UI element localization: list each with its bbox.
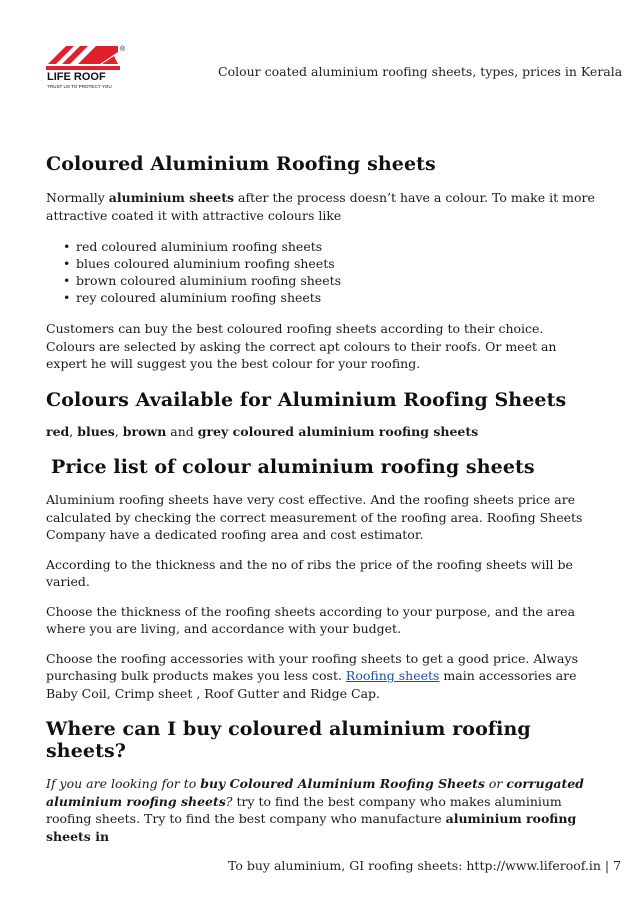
section-heading: Coloured Aluminium Roofing sheets (46, 153, 436, 175)
section-heading: Price list of colour aluminium roofing sheets (51, 456, 535, 478)
svg-text:®: ® (120, 46, 126, 53)
price-paragraph-2: According to the thickness and the no of ribs the price of the roofing sheets will be varied. (46, 556, 573, 589)
intro-paragraph: Normally aluminium sheets after the process doesn’t have a colour. To make it more attractive coated it with attractive colours like (46, 190, 595, 223)
colours-line: red, blues, brown and grey coloured aluminium roofing sheets (46, 423, 479, 439)
list-item: • blues coloured aluminium roofing sheets (46, 255, 596, 272)
roof-logo-icon (44, 42, 134, 92)
colour-list (46, 238, 596, 306)
list-item: • rey coloured aluminium roofing sheets (46, 289, 596, 306)
price-paragraph-3: Choose the thickness of the roofing sheets according to your purpose, and the area where you are living, and accordance with your budget. (46, 603, 576, 636)
buy-paragraph: If you are looking for to buy Coloured Aluminium Roofing Sheets or corrugated aluminium roofing sheets? try to find the best company who makes aluminium roofing sheets. Try to find the best company who manufacture aluminium roofing sheets in (46, 776, 584, 844)
section-heading: Where can I buy coloured aluminium roofing sheets? (46, 718, 531, 762)
price-paragraph-1: Aluminium roofing sheets have very cost effective. And the roofing sheets price are calculated by checking the correct measurement of the roofing area. Roofing Sheets Company have a dedicated roofing area and cost estimator. (46, 492, 583, 542)
customers-paragraph: Customers can buy the best coloured roofing sheets according to their choice. Colours are selected by asking the correct apt colours to their roofs. Or meet an expert he will suggest you the best colour for your roofing. (46, 321, 557, 371)
page-footer: To buy aluminium, GI roofing sheets: http://www.liferoof.in | 7 (228, 858, 622, 873)
roofing-sheets-link[interactable]: Roofing sheets (345, 668, 440, 683)
section-heading: Colours Available for Aluminium Roofing Sheets (46, 388, 567, 411)
list-item: • brown coloured aluminium roofing sheets (46, 272, 596, 289)
header-title: Colour coated aluminium roofing sheets, types, prices in Kerala (218, 64, 623, 79)
life-roof-logo (44, 42, 134, 92)
list-item: • red coloured aluminium roofing sheets (46, 238, 596, 255)
svg-text:TRUST US TO PROTECT YOU: TRUST US TO PROTECT YOU (47, 84, 112, 89)
svg-text:LIFE ROOF: LIFE ROOF (47, 71, 106, 83)
price-paragraph-4: Choose the roofing accessories with your roofing sheets to get a good price. Always purchasing bulk products makes you less cost. Roofing sheets main accessories are Baby Coil, Crimp sheet , Roof Gutter and Ridge Cap. (46, 650, 578, 701)
main-content (46, 150, 596, 845)
